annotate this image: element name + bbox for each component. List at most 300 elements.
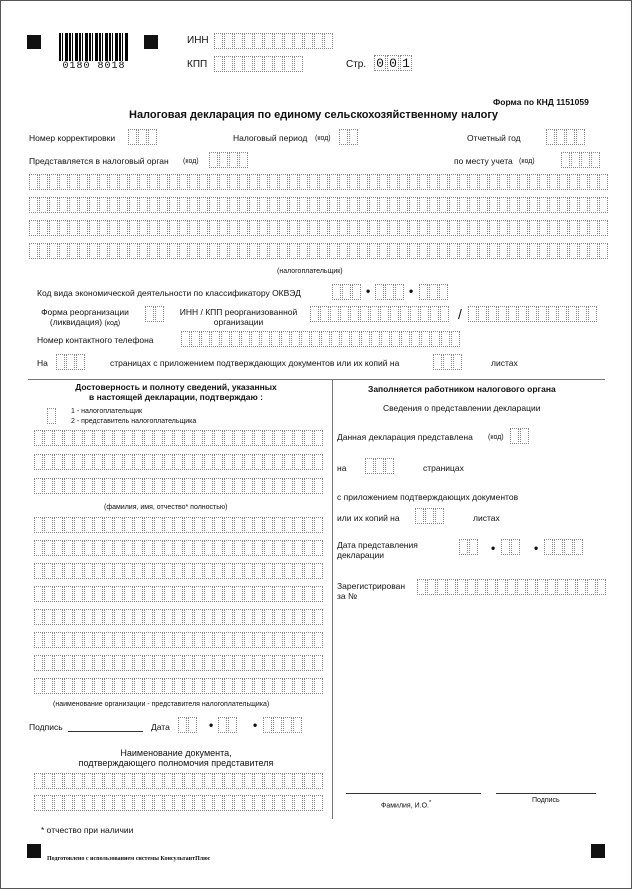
input-cell[interactable]: [401, 331, 410, 347]
input-cell[interactable]: [304, 655, 313, 671]
input-cell[interactable]: [114, 586, 123, 602]
input-cell[interactable]: [249, 243, 258, 259]
input-cell[interactable]: [508, 306, 517, 322]
input-cell[interactable]: [264, 795, 273, 811]
input-cell[interactable]: [184, 517, 193, 533]
input-cell[interactable]: [419, 197, 428, 213]
input-cell[interactable]: [94, 655, 103, 671]
cell-row[interactable]: [34, 773, 324, 789]
input-cell[interactable]: [279, 174, 288, 190]
input-cell[interactable]: [538, 306, 547, 322]
input-cell[interactable]: [204, 540, 213, 556]
input-cell[interactable]: [254, 540, 263, 556]
input-cell[interactable]: [214, 773, 223, 789]
input-cell[interactable]: [184, 609, 193, 625]
input-cell[interactable]: [224, 540, 233, 556]
input-cell[interactable]: [439, 220, 448, 236]
okved-field-3[interactable]: [419, 284, 449, 300]
input-cell[interactable]: [164, 632, 173, 648]
input-cell[interactable]: [211, 331, 220, 347]
input-cell[interactable]: [284, 609, 293, 625]
input-cell[interactable]: [204, 773, 213, 789]
input-cell[interactable]: [261, 331, 270, 347]
input-cell[interactable]: [124, 478, 133, 494]
input-cell[interactable]: [274, 478, 283, 494]
input-cell[interactable]: [399, 243, 408, 259]
input-cell[interactable]: [234, 609, 243, 625]
input-cell[interactable]: [489, 174, 498, 190]
input-cell[interactable]: [589, 243, 598, 259]
input-cell[interactable]: [94, 678, 103, 694]
input-cell[interactable]: [39, 174, 48, 190]
input-cell[interactable]: [64, 655, 73, 671]
input-cell[interactable]: [519, 220, 528, 236]
input-cell[interactable]: [241, 331, 250, 347]
input-cell[interactable]: [214, 430, 223, 446]
input-cell[interactable]: [254, 517, 263, 533]
input-cell[interactable]: [274, 430, 283, 446]
input-cell[interactable]: [54, 655, 63, 671]
input-cell[interactable]: [294, 454, 303, 470]
input-cell[interactable]: [44, 609, 53, 625]
input-cell[interactable]: [559, 174, 568, 190]
input-cell[interactable]: [114, 430, 123, 446]
input-cell[interactable]: [114, 563, 123, 579]
input-cell[interactable]: [234, 540, 243, 556]
input-cell[interactable]: [84, 586, 93, 602]
input-cell[interactable]: [44, 478, 53, 494]
input-cell[interactable]: [274, 795, 283, 811]
input-cell[interactable]: [284, 773, 293, 789]
input-cell[interactable]: [537, 579, 546, 595]
input-cell[interactable]: [341, 331, 350, 347]
input-cell[interactable]: [411, 331, 420, 347]
input-cell[interactable]: [74, 609, 83, 625]
input-cell[interactable]: [134, 586, 143, 602]
cell-row[interactable]: [310, 306, 450, 322]
input-cell[interactable]: [469, 197, 478, 213]
input-cell[interactable]: [94, 563, 103, 579]
input-cell[interactable]: [139, 243, 148, 259]
input-cell[interactable]: [254, 563, 263, 579]
input-cell[interactable]: [274, 655, 283, 671]
input-cell[interactable]: [204, 632, 213, 648]
input-cell[interactable]: [244, 454, 253, 470]
input-cell[interactable]: [174, 586, 183, 602]
input-cell[interactable]: [194, 586, 203, 602]
input-cell[interactable]: [104, 540, 113, 556]
input-cell[interactable]: [124, 563, 133, 579]
input-cell[interactable]: [359, 220, 368, 236]
input-cell[interactable]: [399, 197, 408, 213]
input-cell[interactable]: [179, 220, 188, 236]
input-cell[interactable]: [304, 773, 313, 789]
input-cell[interactable]: [164, 454, 173, 470]
cell-row[interactable]: [34, 563, 324, 579]
input-cell[interactable]: [174, 795, 183, 811]
input-cell[interactable]: [239, 243, 248, 259]
input-cell[interactable]: [229, 243, 238, 259]
input-cell[interactable]: [124, 430, 133, 446]
reg-number-field[interactable]: [417, 579, 607, 595]
input-cell[interactable]: [529, 243, 538, 259]
input-cell[interactable]: [389, 243, 398, 259]
input-cell[interactable]: [29, 243, 38, 259]
input-cell[interactable]: [314, 655, 323, 671]
input-cell[interactable]: [390, 306, 399, 322]
input-cell[interactable]: [191, 331, 200, 347]
input-cell[interactable]: [320, 306, 329, 322]
input-cell[interactable]: [314, 678, 323, 694]
input-cell[interactable]: [144, 678, 153, 694]
input-cell[interactable]: [34, 563, 43, 579]
input-cell[interactable]: [89, 174, 98, 190]
input-cell[interactable]: [449, 243, 458, 259]
input-cell[interactable]: [144, 430, 153, 446]
input-cell[interactable]: [109, 174, 118, 190]
input-cell[interactable]: [164, 655, 173, 671]
input-cell[interactable]: [114, 632, 123, 648]
input-cell[interactable]: [94, 795, 103, 811]
input-cell[interactable]: [249, 174, 258, 190]
input-cell[interactable]: [34, 632, 43, 648]
input-cell[interactable]: [449, 220, 458, 236]
input-cell[interactable]: [124, 540, 133, 556]
input-cell[interactable]: [84, 609, 93, 625]
reorg-inn-field[interactable]: [310, 306, 450, 322]
input-cell[interactable]: [69, 220, 78, 236]
input-cell[interactable]: [154, 430, 163, 446]
input-cell[interactable]: [309, 174, 318, 190]
input-cell[interactable]: [419, 243, 428, 259]
input-cell[interactable]: [234, 678, 243, 694]
input-cell[interactable]: [154, 795, 163, 811]
input-cell[interactable]: [194, 678, 203, 694]
input-cell[interactable]: [44, 586, 53, 602]
input-cell[interactable]: [588, 306, 597, 322]
input-cell[interactable]: [104, 773, 113, 789]
input-cell[interactable]: [259, 174, 268, 190]
input-cell[interactable]: [194, 540, 203, 556]
sign-date-month[interactable]: [218, 717, 238, 733]
cell-row[interactable]: [468, 306, 598, 322]
input-cell[interactable]: [64, 795, 73, 811]
year-field[interactable]: [546, 129, 586, 145]
input-cell[interactable]: [154, 655, 163, 671]
input-cell[interactable]: [94, 609, 103, 625]
input-cell[interactable]: [109, 197, 118, 213]
input-cell[interactable]: [139, 220, 148, 236]
input-cell[interactable]: [578, 306, 587, 322]
input-cell[interactable]: [189, 220, 198, 236]
input-cell[interactable]: [419, 174, 428, 190]
input-cell[interactable]: [109, 243, 118, 259]
input-cell[interactable]: [114, 609, 123, 625]
input-cell[interactable]: [114, 454, 123, 470]
input-cell[interactable]: [139, 174, 148, 190]
input-cell[interactable]: [154, 563, 163, 579]
input-cell[interactable]: [204, 517, 213, 533]
input-cell[interactable]: [274, 586, 283, 602]
input-cell[interactable]: [579, 197, 588, 213]
input-cell[interactable]: [214, 454, 223, 470]
input-cell[interactable]: [189, 174, 198, 190]
input-cell[interactable]: [59, 197, 68, 213]
input-cell[interactable]: [94, 632, 103, 648]
input-cell[interactable]: [447, 579, 456, 595]
input-cell[interactable]: [264, 478, 273, 494]
input-cell[interactable]: [124, 773, 133, 789]
input-cell[interactable]: [517, 579, 526, 595]
representative-org-field[interactable]: [34, 517, 324, 701]
input-cell[interactable]: [119, 220, 128, 236]
input-cell[interactable]: [224, 632, 233, 648]
input-cell[interactable]: [74, 563, 83, 579]
input-cell[interactable]: [244, 478, 253, 494]
input-cell[interactable]: [64, 563, 73, 579]
input-cell[interactable]: [314, 540, 323, 556]
cell-row[interactable]: [34, 540, 324, 556]
input-cell[interactable]: [284, 586, 293, 602]
input-cell[interactable]: [331, 331, 340, 347]
input-cell[interactable]: [264, 586, 273, 602]
inspector-fio-line[interactable]: [346, 793, 481, 794]
input-cell[interactable]: [124, 586, 133, 602]
input-cell[interactable]: [74, 678, 83, 694]
cell-row[interactable]: [417, 579, 607, 595]
input-cell[interactable]: [379, 174, 388, 190]
input-cell[interactable]: [399, 174, 408, 190]
input-cell[interactable]: [351, 331, 360, 347]
input-cell[interactable]: [159, 220, 168, 236]
input-cell[interactable]: [289, 243, 298, 259]
input-cell[interactable]: [314, 563, 323, 579]
input-cell[interactable]: [34, 454, 43, 470]
input-cell[interactable]: [184, 478, 193, 494]
kpp-field[interactable]: [214, 56, 304, 72]
input-cell[interactable]: [549, 220, 558, 236]
input-cell[interactable]: [104, 632, 113, 648]
input-cell[interactable]: [568, 306, 577, 322]
input-cell[interactable]: [539, 174, 548, 190]
input-cell[interactable]: [489, 197, 498, 213]
input-cell[interactable]: [174, 632, 183, 648]
input-cell[interactable]: [34, 609, 43, 625]
input-cell[interactable]: [74, 632, 83, 648]
input-cell[interactable]: [249, 197, 258, 213]
input-cell[interactable]: [214, 540, 223, 556]
input-cell[interactable]: [89, 220, 98, 236]
input-cell[interactable]: [204, 609, 213, 625]
input-cell[interactable]: [64, 478, 73, 494]
input-cell[interactable]: [281, 331, 290, 347]
input-cell[interactable]: [84, 773, 93, 789]
input-cell[interactable]: [421, 331, 430, 347]
input-cell[interactable]: [509, 243, 518, 259]
input-cell[interactable]: [49, 197, 58, 213]
input-cell[interactable]: [89, 243, 98, 259]
inn-field[interactable]: [214, 33, 334, 49]
input-cell[interactable]: [134, 655, 143, 671]
input-cell[interactable]: [224, 430, 233, 446]
input-cell[interactable]: [429, 197, 438, 213]
input-cell[interactable]: [487, 579, 496, 595]
input-cell[interactable]: [49, 220, 58, 236]
input-cell[interactable]: [49, 174, 58, 190]
input-cell[interactable]: [389, 197, 398, 213]
input-cell[interactable]: [224, 609, 233, 625]
input-cell[interactable]: [339, 197, 348, 213]
period-field[interactable]: [339, 129, 359, 145]
input-cell[interactable]: [134, 517, 143, 533]
input-cell[interactable]: [194, 517, 203, 533]
input-cell[interactable]: [29, 174, 38, 190]
input-cell[interactable]: [124, 655, 133, 671]
input-cell[interactable]: [567, 579, 576, 595]
input-cell[interactable]: [74, 795, 83, 811]
input-cell[interactable]: [134, 773, 143, 789]
input-cell[interactable]: [409, 220, 418, 236]
input-cell[interactable]: [254, 609, 263, 625]
input-cell[interactable]: [54, 563, 63, 579]
input-cell[interactable]: [319, 197, 328, 213]
input-cell[interactable]: [184, 430, 193, 446]
input-cell[interactable]: [234, 795, 243, 811]
input-cell[interactable]: [369, 174, 378, 190]
input-cell[interactable]: [509, 174, 518, 190]
input-cell[interactable]: [79, 174, 88, 190]
input-cell[interactable]: [99, 174, 108, 190]
input-cell[interactable]: [289, 174, 298, 190]
input-cell[interactable]: [164, 678, 173, 694]
input-cell[interactable]: [429, 174, 438, 190]
input-cell[interactable]: [499, 220, 508, 236]
input-cell[interactable]: [359, 243, 368, 259]
input-cell[interactable]: [204, 678, 213, 694]
input-cell[interactable]: [214, 795, 223, 811]
input-cell[interactable]: [44, 563, 53, 579]
place-field[interactable]: [561, 152, 601, 168]
input-cell[interactable]: [134, 540, 143, 556]
input-cell[interactable]: [371, 331, 380, 347]
input-cell[interactable]: [549, 174, 558, 190]
input-cell[interactable]: [311, 331, 320, 347]
input-cell[interactable]: [94, 478, 103, 494]
input-cell[interactable]: [254, 586, 263, 602]
input-cell[interactable]: [224, 678, 233, 694]
input-cell[interactable]: [214, 563, 223, 579]
input-cell[interactable]: [264, 655, 273, 671]
input-cell[interactable]: [350, 306, 359, 322]
input-cell[interactable]: [299, 174, 308, 190]
input-cell[interactable]: [469, 174, 478, 190]
input-cell[interactable]: [54, 454, 63, 470]
input-cell[interactable]: [34, 540, 43, 556]
input-cell[interactable]: [209, 243, 218, 259]
input-cell[interactable]: [349, 197, 358, 213]
input-cell[interactable]: [114, 540, 123, 556]
input-cell[interactable]: [264, 454, 273, 470]
submit-date-month[interactable]: [501, 539, 521, 555]
input-cell[interactable]: [44, 773, 53, 789]
authority-field[interactable]: [209, 152, 249, 168]
input-cell[interactable]: [144, 563, 153, 579]
input-cell[interactable]: [244, 632, 253, 648]
input-cell[interactable]: [224, 586, 233, 602]
input-cell[interactable]: [284, 430, 293, 446]
input-cell[interactable]: [164, 795, 173, 811]
input-cell[interactable]: [379, 220, 388, 236]
input-cell[interactable]: [181, 331, 190, 347]
input-cell[interactable]: [234, 773, 243, 789]
input-cell[interactable]: [549, 243, 558, 259]
input-cell[interactable]: [94, 517, 103, 533]
input-cell[interactable]: [124, 517, 133, 533]
input-cell[interactable]: [599, 220, 608, 236]
input-cell[interactable]: [360, 306, 369, 322]
input-cell[interactable]: [214, 609, 223, 625]
cell-row[interactable]: [34, 655, 324, 671]
input-cell[interactable]: [478, 306, 487, 322]
input-cell[interactable]: [498, 306, 507, 322]
input-cell[interactable]: [294, 632, 303, 648]
input-cell[interactable]: [589, 197, 598, 213]
input-cell[interactable]: [499, 174, 508, 190]
input-cell[interactable]: [84, 430, 93, 446]
input-cell[interactable]: [204, 430, 213, 446]
input-cell[interactable]: [569, 243, 578, 259]
sign-date-year[interactable]: [263, 717, 303, 733]
input-cell[interactable]: [294, 609, 303, 625]
input-cell[interactable]: [439, 174, 448, 190]
input-cell[interactable]: [284, 678, 293, 694]
input-cell[interactable]: [239, 220, 248, 236]
input-cell[interactable]: [64, 517, 73, 533]
input-cell[interactable]: [420, 306, 429, 322]
input-cell[interactable]: [417, 579, 426, 595]
input-cell[interactable]: [559, 197, 568, 213]
input-cell[interactable]: [479, 197, 488, 213]
input-cell[interactable]: [477, 579, 486, 595]
input-cell[interactable]: [597, 579, 606, 595]
input-cell[interactable]: [451, 331, 460, 347]
input-cell[interactable]: [259, 197, 268, 213]
input-cell[interactable]: [349, 174, 358, 190]
input-cell[interactable]: [64, 609, 73, 625]
sheets-count-field[interactable]: [433, 354, 463, 370]
input-cell[interactable]: [234, 655, 243, 671]
input-cell[interactable]: [254, 773, 263, 789]
input-cell[interactable]: [527, 579, 536, 595]
input-cell[interactable]: [264, 563, 273, 579]
input-cell[interactable]: [549, 197, 558, 213]
input-cell[interactable]: [529, 174, 538, 190]
input-cell[interactable]: [219, 243, 228, 259]
page-number-field[interactable]: [374, 55, 413, 71]
input-cell[interactable]: [114, 517, 123, 533]
input-cell[interactable]: [349, 243, 358, 259]
input-cell[interactable]: [507, 579, 516, 595]
input-cell[interactable]: [224, 454, 233, 470]
input-cell[interactable]: [314, 609, 323, 625]
input-cell[interactable]: [234, 454, 243, 470]
input-cell[interactable]: [44, 655, 53, 671]
input-cell[interactable]: [164, 430, 173, 446]
input-cell[interactable]: [234, 517, 243, 533]
input-cell[interactable]: [329, 197, 338, 213]
input-cell[interactable]: [379, 243, 388, 259]
pages-count-field[interactable]: [56, 354, 86, 370]
